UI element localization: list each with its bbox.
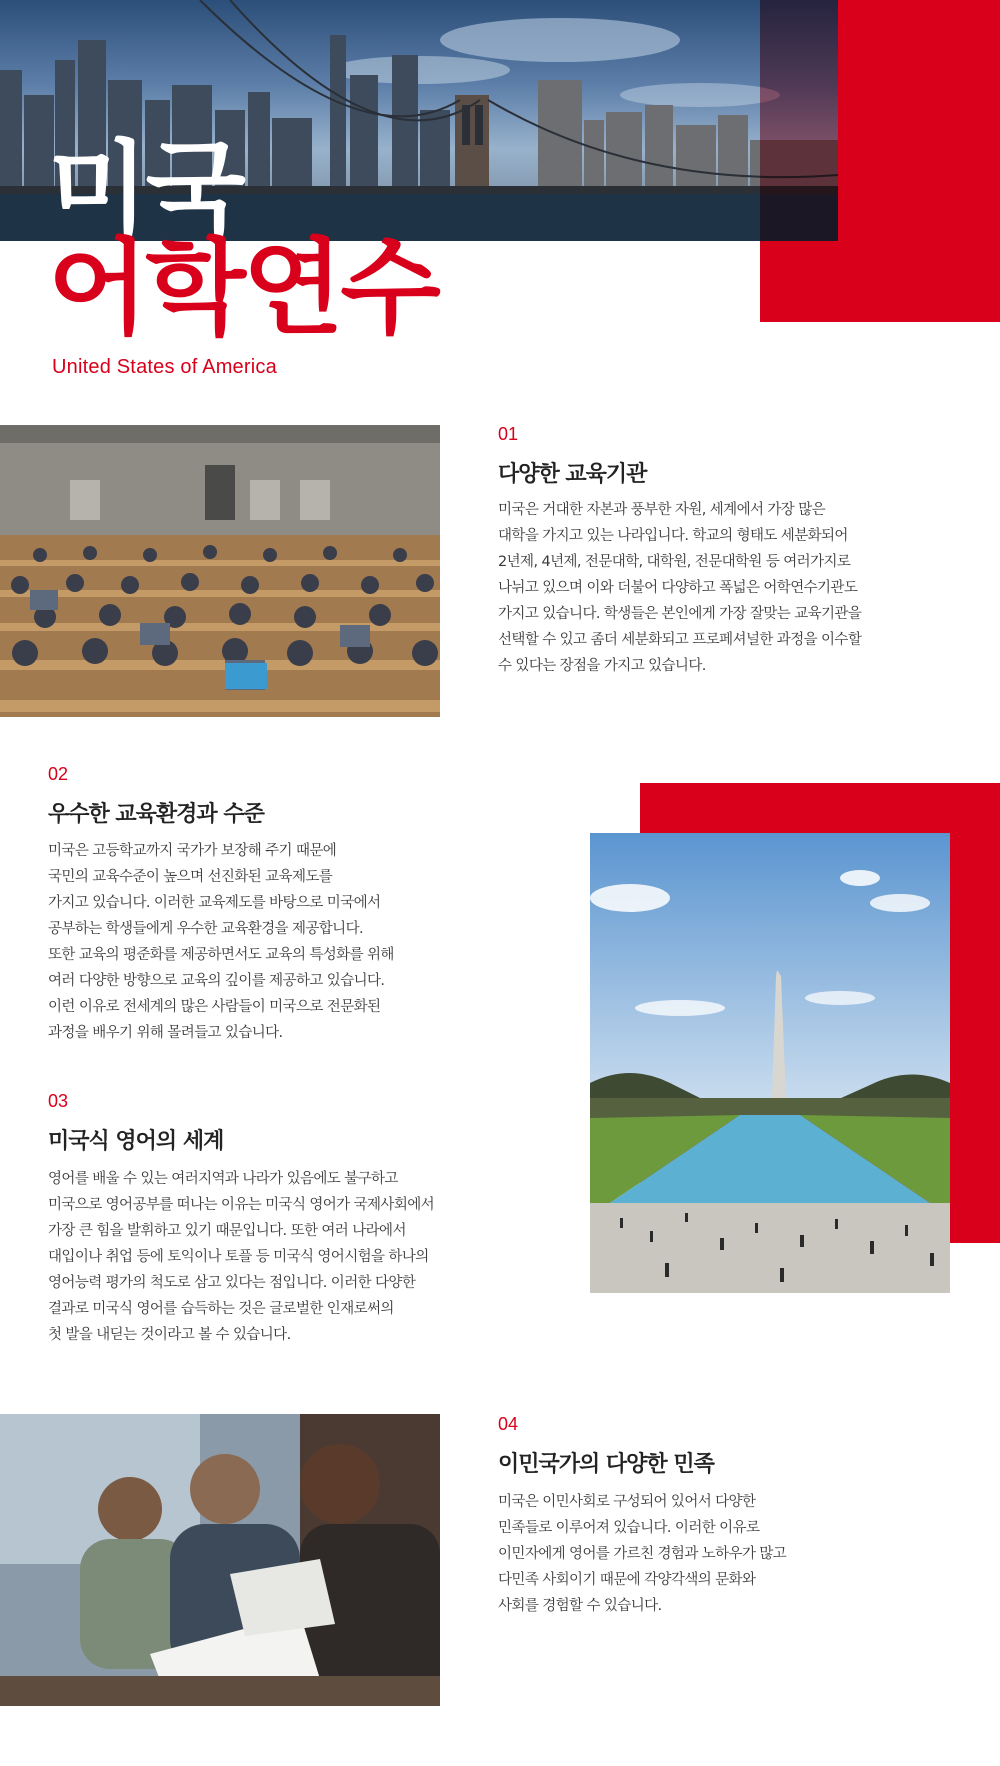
section-title: 우수한 교육환경과 수준: [48, 802, 264, 827]
body-line: 국민의 교육수준이 높으며 선진화된 교육제도를: [48, 869, 333, 885]
body-line: 미국은 이민사회로 구성되어 있어서 다양한: [498, 1494, 756, 1510]
body-line: 가지고 있습니다. 학생들은 본인에게 가장 잘맞는 교육기관을: [498, 606, 862, 622]
body-line: 나뉘고 있으며 이와 더불어 다양하고 폭넓은 어학연수기관도: [498, 580, 858, 596]
body-line: 민족들로 이루어져 있습니다. 이러한 이유로: [498, 1520, 760, 1536]
body-line: 여러 다양한 방향으로 교육의 깊이를 제공하고 있습니다.: [48, 973, 385, 989]
body-line: 2년제, 4년제, 전문대학, 대학원, 전문대학원 등 여러가지로: [498, 554, 851, 570]
section-title: 미국식 영어의 세계: [48, 1129, 224, 1154]
body-line: 대학을 가지고 있는 나라입니다. 학교의 형태도 세분화되어: [498, 528, 848, 544]
body-line: 미국은 고등학교까지 국가가 보장해 주기 때문에: [48, 843, 337, 859]
section-number: 04: [498, 1414, 519, 1434]
body-line: 이민자에게 영어를 가르친 경험과 노하우가 많고: [498, 1546, 787, 1562]
body-line: 가지고 있습니다. 이러한 교육제도를 바탕으로 미국에서: [48, 895, 381, 911]
body-line: 또한 교육의 평준화를 제공하면서도 교육의 특성화를 위해: [48, 947, 394, 963]
students-studying-photo: [0, 1414, 440, 1706]
body-line: 선택할 수 있고 좀더 세분화되고 프로페셔널한 과정을 이수할: [498, 632, 862, 648]
body-line: 대입이나 취업 등에 토익이나 토플 등 미국식 영어시험을 하나의: [48, 1249, 429, 1265]
body-line: 이런 이유로 전세계의 많은 사람들이 미국으로 전문화된: [48, 999, 381, 1015]
hero-subtitle: United States of America: [52, 356, 277, 378]
body-line: 가장 큰 힘을 발휘하고 있기 때문입니다. 또한 여러 나라에서: [48, 1223, 406, 1239]
section-title: 이민국가의 다양한 민족: [498, 1452, 714, 1477]
body-line: 결과로 미국식 영어를 습득하는 것은 글로벌한 인재로써의: [48, 1301, 394, 1317]
hero-title-line-1: 미국: [48, 129, 243, 251]
section-body: [48, 1166, 434, 1348]
body-line: 사회를 경험할 수 있습니다.: [498, 1598, 662, 1614]
section-number: 03: [48, 1091, 69, 1111]
section-body: [48, 838, 394, 1046]
body-line: 과정을 배우기 위해 몰려들고 있습니다.: [48, 1025, 283, 1041]
section-body: [498, 497, 861, 679]
section-number: 01: [498, 424, 519, 444]
washington-monument-photo: [590, 833, 950, 1293]
hero-title: [48, 129, 438, 349]
body-line: 영어를 배울 수 있는 여러지역과 나라가 있음에도 불구하고: [48, 1171, 398, 1187]
body-line: 영어능력 평가의 척도로 삼고 있다는 점입니다. 이러한 다양한: [48, 1275, 416, 1291]
body-line: 수 있다는 장점을 가지고 있습니다.: [498, 658, 706, 674]
body-line: 미국으로 영어공부를 떠나는 이유는 미국식 영어가 국제사회에서: [48, 1197, 435, 1213]
section-number: 02: [48, 764, 69, 784]
body-line: 첫 발을 내딛는 것이라고 볼 수 있습니다.: [48, 1327, 291, 1343]
hero-title-line-2: 어학연수: [48, 227, 438, 349]
body-line: 공부하는 학생들에게 우수한 교육환경을 제공합니다.: [48, 921, 363, 937]
hero-red-overlap: [760, 0, 838, 241]
lecture-hall-photo: [0, 425, 440, 717]
section-title: 다양한 교육기관: [498, 462, 647, 487]
body-line: 다민족 사회이기 때문에 각양각색의 문화와: [498, 1572, 756, 1588]
body-line: 미국은 거대한 자본과 풍부한 자원, 세계에서 가장 많은: [498, 502, 826, 518]
section-body: [498, 1489, 786, 1619]
